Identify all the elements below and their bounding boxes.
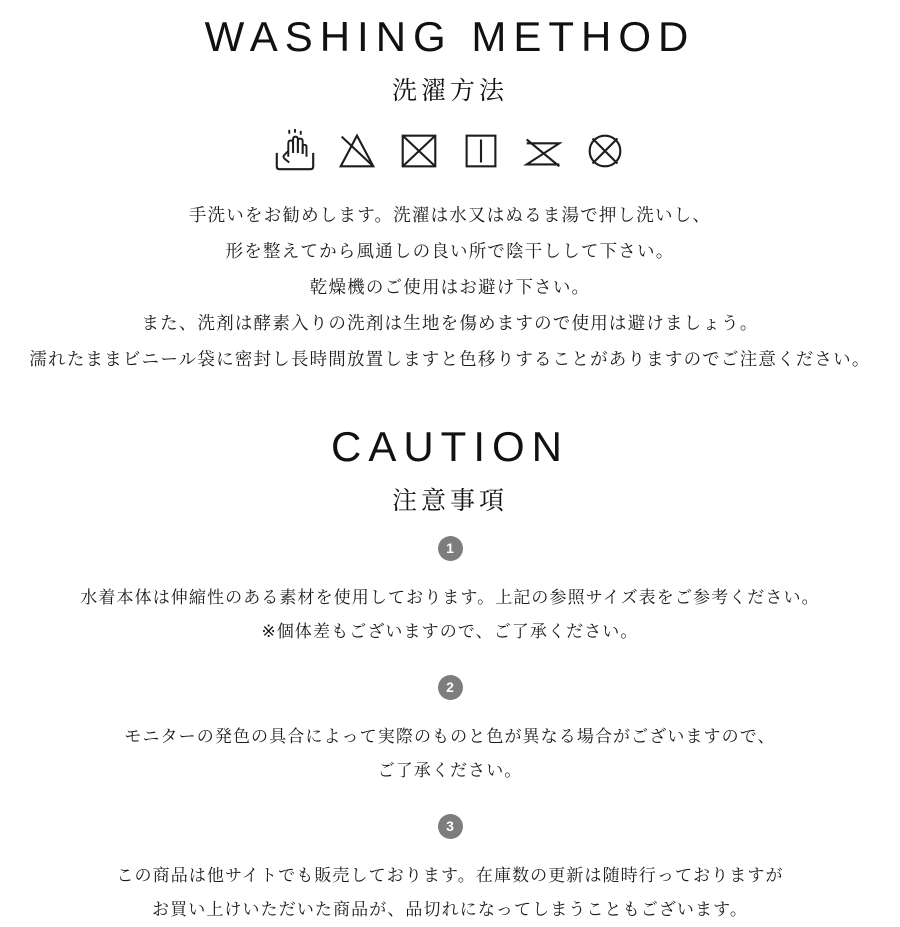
caution-line: お買い上けいただいた商品が、品切れになってしまうこともございます。 [152,899,748,919]
caution-list [20,536,880,927]
care-symbol-row [20,128,880,174]
hand-wash-icon [272,128,318,174]
washing-line: 形を整えてから風通しの良い所で陰干しして下さい。 [225,241,675,262]
washing-method-title-jp: 洗濯方法 [391,77,508,106]
caution-item [20,536,880,649]
no-wringing-icon [520,128,566,174]
caution-item [20,814,880,927]
caution-line: この商品は他サイトでも販売しております。在庫数の更新は随時行っておりますが [116,865,784,885]
washing-line: 乾燥機のご使用はお避け下さい。 [309,276,591,297]
caution-number-badge: 3 [438,814,463,839]
caution-line: ※個体差もございますので、ご了承ください。 [261,621,639,641]
caution-text [20,859,880,927]
caution-title-en: CAUTION [331,422,569,470]
washing-line: また、洗剤は酵素入りの洗剤は生地を傷めますので使用は避けましょう。 [141,312,759,333]
washing-line: 濡れたままビニール袋に密封し長時間放置しますと色移りすることがありますのでご注意ください。 [29,348,871,369]
no-dry-clean-icon [582,128,628,174]
caution-number-badge: 1 [438,536,463,561]
caution-number-badge: 2 [438,675,463,700]
washing-line: 手洗いをお勧めします。洗濯は水又はぬるま湯で押し洗いし、 [188,205,712,226]
caution-title-jp: 注意事項 [391,486,508,515]
no-chlorine-bleach-icon [334,128,380,174]
caution-line: ご了承ください。 [377,760,523,780]
caution-line: 水着本体は伸縮性のある素材を使用しております。上記の参照サイズ表をご参考ください。 [80,587,820,607]
caution-text [20,720,880,788]
washing-instructions-text [20,198,880,377]
no-tumble-dry-icon [396,128,442,174]
iron-low-icon [458,128,504,174]
care-instructions-page [0,13,900,919]
caution-text [20,581,880,649]
caution-item [20,675,880,788]
washing-method-title-en: WASHING METHOD [204,13,696,60]
caution-line: モニターの発色の具合によって実際のものと色が異なる場合がございますので、 [124,726,776,746]
